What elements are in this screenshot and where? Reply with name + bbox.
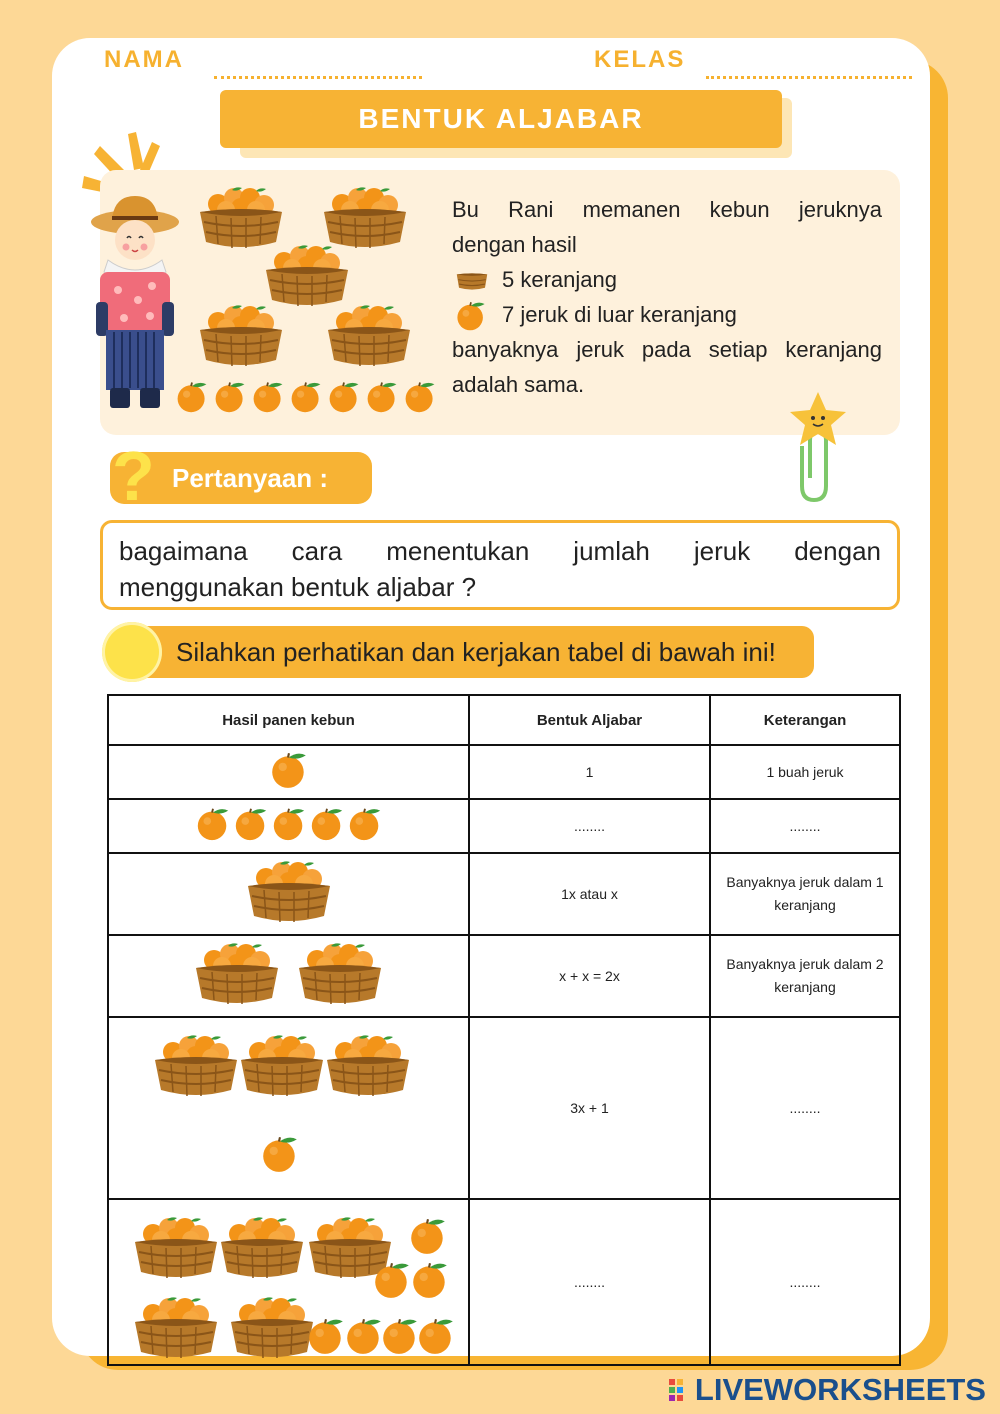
question-label: Pertanyaan : [110, 452, 372, 504]
question-text: bagaimana cara menentukan jumlah jeruk dengan [119, 536, 881, 566]
orange-icon [346, 802, 384, 844]
orange-icon [194, 802, 232, 844]
keterangan-cell: 1 buah jeruk [710, 745, 900, 799]
instruction-banner: Silahkan perhatikan dan kerjakan tabel di bawah ini! [130, 626, 814, 678]
header-keterangan: Keterangan [710, 695, 900, 745]
orange-icon [402, 378, 438, 414]
outside-count-text: 7 jeruk di luar keranjang [502, 302, 737, 327]
harvest-cell [108, 745, 469, 799]
basket-icon [192, 938, 282, 1008]
keterangan-answer-cell[interactable]: ........ [710, 1199, 900, 1365]
basket-icon [323, 1030, 413, 1100]
orange-icon [407, 1214, 449, 1256]
table-row [108, 853, 900, 935]
aljabar-cell: x + x = 2x [469, 935, 710, 1017]
harvest-cell [108, 1017, 469, 1199]
aljabar-cell: 3x + 1 [469, 1017, 710, 1199]
question-text: menggunakan bentuk aljabar ? [119, 572, 477, 602]
story-outside-count [452, 297, 882, 332]
orange-icon [270, 802, 308, 844]
orange-icon [308, 802, 346, 844]
aljabar-cell: 1x atau x [469, 853, 710, 935]
orange-icon [212, 378, 248, 414]
orange-icon [415, 1314, 457, 1356]
basket-icon [131, 1292, 221, 1362]
table-row [108, 935, 900, 1017]
kelas-label: KELAS [594, 46, 686, 73]
harvest-cell [108, 935, 469, 1017]
sun-circle-icon [102, 622, 162, 682]
orange-icon [174, 378, 210, 414]
story-text [452, 192, 882, 402]
question-mark-icon: ? [112, 437, 155, 515]
header-aljabar: Bentuk Aljabar [469, 695, 710, 745]
nama-label: NAMA [104, 46, 184, 73]
harvest-table [107, 694, 901, 1366]
aljabar-answer-cell[interactable]: ........ [469, 799, 710, 853]
basket-icon [131, 1212, 221, 1282]
aljabar-cell: 1 [469, 745, 710, 799]
harvest-cell [108, 853, 469, 935]
table-header-row [108, 695, 900, 745]
nama-field[interactable] [214, 75, 422, 79]
basket-icon [227, 1292, 317, 1362]
harvest-cell [108, 799, 469, 853]
basket-icon [151, 1030, 241, 1100]
basket-icon [295, 938, 385, 1008]
orange-icon [288, 378, 324, 414]
liveworksheets-logo-icon [669, 1377, 691, 1403]
keterangan-answer-cell[interactable]: ........ [710, 799, 900, 853]
orange-icon [268, 748, 310, 790]
basket-icon [196, 300, 286, 370]
farmer-illustration [88, 190, 183, 412]
story-basket-count [452, 262, 882, 297]
orange-icon [305, 1314, 347, 1356]
orange-icon [409, 1258, 451, 1300]
page-title: BENTUK ALJABAR [220, 90, 782, 148]
basket-icon [217, 1212, 307, 1282]
orange-icon [364, 378, 400, 414]
basket-small-icon [452, 267, 492, 293]
orange-icon [250, 378, 286, 414]
keterangan-answer-cell[interactable]: ........ [710, 1017, 900, 1199]
orange-icon [259, 1132, 301, 1174]
keterangan-cell: Banyaknya jeruk dalam 1 keranjang [710, 853, 900, 935]
basket-count-text: 5 keranjang [502, 267, 617, 292]
table-row [108, 745, 900, 799]
star-paperclip-icon [780, 390, 856, 508]
basket-icon [324, 300, 414, 370]
story-line: banyaknya jeruk pada setiap keranjang [452, 337, 882, 362]
keterangan-cell: Banyaknya jeruk dalam 2 keranjang [710, 935, 900, 1017]
table-row [108, 799, 900, 853]
watermark-text: LIVEWORKSHEETS [694, 1372, 986, 1407]
header-hasil: Hasil panen kebun [108, 695, 469, 745]
aljabar-answer-cell[interactable]: ........ [469, 1199, 710, 1365]
harvest-cell [108, 1199, 469, 1365]
liveworksheets-watermark [669, 1372, 986, 1408]
table-row [108, 1017, 900, 1199]
orange-small-icon [454, 298, 488, 332]
basket-icon [244, 856, 334, 926]
basket-icon [237, 1030, 327, 1100]
orange-icon [232, 802, 270, 844]
question-box [100, 520, 900, 610]
orange-icon [371, 1258, 413, 1300]
story-line: adalah sama. [452, 372, 585, 397]
story-line: Bu Rani memanen kebun jeruknya [452, 197, 882, 222]
story-line: dengan hasil [452, 232, 577, 257]
kelas-field[interactable] [706, 75, 912, 79]
orange-icon [326, 378, 362, 414]
table-row [108, 1199, 900, 1365]
